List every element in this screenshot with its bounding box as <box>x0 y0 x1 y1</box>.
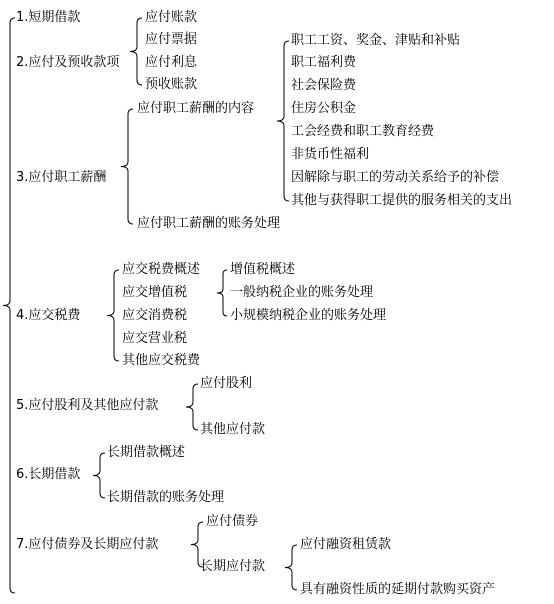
node-interest-payable: 应付利息 <box>145 55 198 70</box>
node-general-taxpayer-accounting: 一般纳税企业的账务处理 <box>230 285 374 300</box>
node-deferred-payment-assets: 具有融资性质的延期付款购买资产 <box>300 582 496 597</box>
node-taxes-payable: 4.应交税费 <box>16 308 81 323</box>
node-non-monetary-benefits: 非货币性福利 <box>291 147 370 162</box>
node-other-taxes-payable: 其他应交税费 <box>122 353 201 368</box>
bracket-payables <box>130 18 142 85</box>
node-other-service-expenses: 其他与获得职工提供的服务相关的支出 <box>291 193 513 208</box>
bracket-long-term-payables <box>285 545 297 590</box>
node-advances-received: 预收账款 <box>145 77 198 92</box>
node-long-term-loan-overview: 长期借款概述 <box>107 445 186 460</box>
bracket-long-term-loans <box>93 453 105 498</box>
node-consumption-tax-payable: 应交消费税 <box>122 308 188 323</box>
node-housing-fund: 住房公积金 <box>291 101 357 116</box>
node-long-term-loan-accounting: 长期借款的账务处理 <box>107 490 225 505</box>
node-employee-welfare: 职工福利费 <box>291 55 357 70</box>
node-bonds-and-long-term-payables: 7.应付债券及长期应付款 <box>16 537 159 552</box>
node-payroll-accounting: 应付职工薪酬的账务处理 <box>137 216 281 231</box>
node-union-and-education-funds: 工会经费和职工教育经费 <box>291 124 435 139</box>
node-vat-overview: 增值税概述 <box>230 262 296 277</box>
bracket-dividends <box>186 384 198 430</box>
node-finance-lease-payable: 应付融资租赁款 <box>300 537 392 552</box>
node-bonds-payable: 应付债券 <box>206 514 259 529</box>
bracket-payroll-content <box>277 41 289 201</box>
node-payables-and-advances: 2.应付及预收款项 <box>16 55 120 70</box>
node-small-scale-taxpayer-accounting: 小规模纳税企业的账务处理 <box>230 308 387 323</box>
bracket-vat <box>217 270 227 316</box>
node-long-term-loans: 6.长期借款 <box>16 467 81 482</box>
node-wages-bonuses-allowances: 职工工资、奖金、津贴和补贴 <box>291 33 461 48</box>
node-short-term-loans: 1.短期借款 <box>16 10 81 25</box>
node-payroll-payable: 3.应付职工薪酬 <box>16 170 107 185</box>
node-vat-payable: 应交增值税 <box>122 285 188 300</box>
node-other-payables: 其他应付款 <box>200 422 266 437</box>
node-dividends-payable: 应付股利 <box>200 376 253 391</box>
node-notes-payable: 应付票据 <box>145 32 198 47</box>
bracket-payroll <box>121 109 133 224</box>
node-payroll-content: 应付职工薪酬的内容 <box>137 101 255 116</box>
bracket-root <box>3 18 15 593</box>
node-termination-compensation: 因解除与职工的劳动关系给予的补偿 <box>291 170 500 185</box>
node-social-insurance: 社会保险费 <box>291 78 357 93</box>
node-long-term-payables: 长期应付款 <box>200 559 266 574</box>
bracket-taxes <box>107 270 119 361</box>
node-tax-overview: 应交税费概述 <box>122 262 201 277</box>
node-business-tax-payable: 应交营业税 <box>122 331 188 346</box>
node-accounts-payable: 应付账款 <box>145 10 198 25</box>
node-dividends-and-other-payables: 5.应付股利及其他应付款 <box>16 398 159 413</box>
